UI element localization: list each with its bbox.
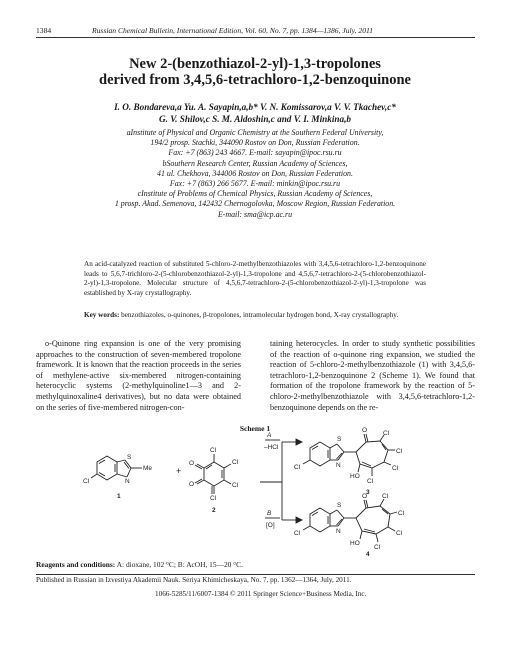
authors-line-2: G. V. Shilov,c S. M. Aldoshin,c and V. I. Minkina,b: [159, 114, 351, 124]
conditions-text: A: dioxane, 102 °C; B: AcOH, 15—20 °C.: [116, 560, 243, 569]
keywords-label: Key words:: [84, 311, 120, 319]
affiliation-line: 194/2 prosp. Stachki, 344090 Rostov on Don, Russian Federation.: [150, 138, 360, 148]
atom-label: Cl: [83, 478, 90, 485]
hydroxyl-label: HO: [350, 540, 360, 547]
atom-label: O: [362, 427, 368, 434]
atom-label: O: [362, 493, 368, 500]
atom-label: S: [127, 454, 132, 461]
atom-label: Cl: [294, 464, 301, 471]
abstract: An acid-catalyzed reaction of substituted 5-chloro-2-methylbenzothiazoles with 3,4,5,6-tetrachloro-1,2-benzoquinone leads to 5,6,7-trichloro-2-(5-chlorobenzothiazol-2-yl)-1,3-tropolone and 4,5,6,7-tetrachloro-2-(5-chlorobenzothiazol-2-yl)-1,3-tropolone. Molecular structure of 4,5,6,7-tetrachloro-2-(5-chlorobenzothiazol-2-yl)-1,3-tropolone was established by X-ray crystallography.: [84, 260, 426, 297]
arrow-a-condition: –HCl: [264, 444, 279, 451]
keywords-text: benzothiazoles, o-quinones, β-tropolones, intramolecular hydrogen bond, X-ray crystallography.: [121, 311, 399, 319]
hydroxyl-label: HO: [350, 473, 360, 480]
atom-label: Cl: [382, 493, 389, 500]
atom-label: Cl: [374, 544, 381, 551]
keywords: [84, 311, 426, 321]
affiliation-line: bSouthern Research Center, Russian Academy of Sciences,: [162, 158, 348, 168]
atom-label: Cl: [232, 459, 239, 466]
journal-header: Russian Chemical Bulletin, International Edition, Vol. 60, No. 7, pp. 1384—1386, July, 2011: [92, 26, 374, 35]
header-divider: [36, 37, 475, 38]
atom-label: N: [336, 528, 341, 535]
compound-2-structure: [195, 454, 231, 494]
arrow-a-label: A: [267, 432, 272, 439]
affiliations: [40, 128, 470, 220]
scheme-title: Scheme 1: [239, 424, 271, 433]
plus-sign: +: [176, 466, 182, 476]
atom-label: Cl: [232, 482, 239, 489]
page-number: 1384: [36, 26, 52, 35]
affiliation-line: cInstitute of Problems of Chemical Physics, Russian Academy of Sciences,: [137, 189, 373, 199]
atom-label: Cl: [396, 530, 403, 537]
affiliation-line: 1 prosp. Akad. Semenova, 142432 Chernogolovka, Moscow Region, Russian Federation.: [114, 199, 396, 209]
compound-1-label: 1: [117, 493, 121, 500]
title-line-1: New 2-(benzothiazol-2-yl)-1,3-tropolones: [129, 56, 381, 72]
compound-1-structure: [91, 456, 142, 480]
compound-4-label: 4: [366, 551, 370, 558]
compound-4-structure: [303, 499, 397, 542]
body-left-column: [36, 339, 241, 413]
atom-label: O: [189, 460, 195, 467]
atom-label: S: [337, 436, 342, 443]
affiliation-line: 41 ul. Chekhova, 344006 Rostov on Don, Russian Federation.: [157, 168, 353, 178]
affiliation-line: Fax: +7 (863) 266 5677. E-mail: minkin@ipoc.rsu.ru: [169, 179, 341, 189]
arrow-b-condition: [O]: [266, 522, 275, 529]
atom-label: Cl: [383, 430, 390, 437]
body-right-column: [270, 339, 475, 413]
reaction-conditions: [36, 560, 243, 569]
atom-label: Cl: [367, 478, 374, 485]
conditions-label: Reagents and conditions:: [36, 560, 116, 569]
atom-label: N: [125, 478, 130, 485]
atom-label: Cl: [294, 530, 301, 537]
footer-divider: [36, 574, 475, 575]
author-list: [40, 101, 470, 125]
atom-label: Cl: [392, 465, 399, 472]
publication-note: Published in Russian in Izvestiya Akademii Nauk. Seriya Khimicheskaya, No. 7, pp. 1362—1364, July, 2011.: [36, 576, 352, 584]
atom-label: S: [337, 502, 342, 509]
body-paragraph: taining heterocycles. In order to study synthetic possibilities of the reaction of o-quinone ring expansion, we studied the reaction of 5-chloro-2-methylbenzothiazole (1) with 3,4,5,6-tetrachloro-1,2-benzoquinone 2 (Scheme 1). We found that formation of the tropolone framework by the reaction of 5-chloro-2-methylbenzothiazole with 3,4,5,6-tetrachloro-1,2-benzoquinone depends on the re-: [270, 339, 475, 412]
compound-3-label: 3: [366, 489, 370, 496]
arrow-b-label: B: [267, 510, 272, 517]
authors-line-1: I. O. Bondareva,a Yu. A. Sayapin,a,b* V. N. Komissarov,a V. V. Tkachev,c*: [114, 102, 396, 112]
copyright-line: 1066-5285/11/6007-1384 © 2011 Springer Science+Business Media, Inc.: [155, 590, 367, 598]
compound-3-structure: [303, 434, 395, 476]
atom-label: O: [189, 481, 195, 488]
compound-2-label: 2: [212, 507, 216, 514]
atom-label: Cl: [396, 448, 403, 455]
methyl-label: Me: [143, 465, 153, 472]
article-title: [40, 56, 470, 88]
atom-label: N: [336, 462, 341, 469]
title-line-2: derived from 3,4,5,6-tetrachloro-1,2-benzoquinone: [99, 72, 411, 88]
body-paragraph: o-Quinone ring expansion is one of the very promising approaches to the construction of seven-membered tropolone framework. It is known that the reaction proceeds in the series of methylene-active six-membered nitrogen-containing heterocyclic systems (2-methylquinoline1—3 and 2-methylquinoxaline4 derivatives), but no data were obtained on the series of five-membered nitrogen-con-: [36, 339, 241, 412]
atom-label: Cl: [210, 447, 217, 454]
atom-label: Cl: [210, 495, 217, 502]
affiliation-line: Fax: +7 (863) 243 4667. E-mail: sayapin@ipoc.rsu.ru: [168, 148, 342, 158]
affiliation-line: E-mail: sma@icp.ac.ru: [217, 209, 293, 219]
affiliation-line: aInstitute of Physical and Organic Chemistry at the Southern Federal University,: [126, 128, 384, 137]
atom-label: Cl: [398, 510, 405, 517]
